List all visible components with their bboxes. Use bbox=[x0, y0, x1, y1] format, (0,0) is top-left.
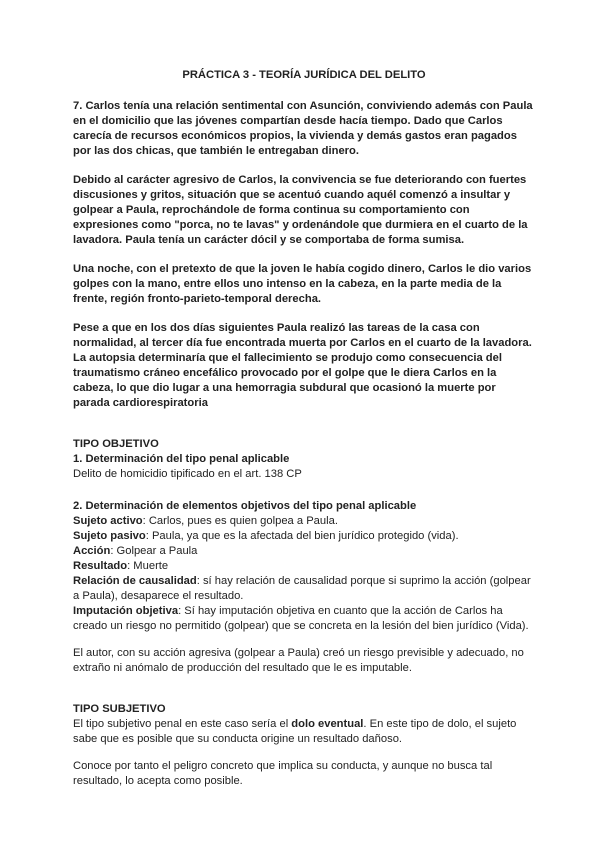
dolo-eventual-term: dolo eventual bbox=[291, 718, 364, 730]
element-text: : Sí hay imputación objetiva en cuanto que la acción de Carlos ha creado un riesgo no permitido (golpear) que se concreta en la lesión del bien jurídico (Vida). bbox=[73, 605, 529, 632]
element-label: Resultado bbox=[73, 560, 128, 572]
element-label: Sujeto activo bbox=[73, 515, 143, 527]
subjetivo-text-a: El tipo subjetivo penal en este caso sería el bbox=[73, 718, 292, 730]
objetivo-conclusion: El autor, con su acción agresiva (golpear a Paula) creó un riesgo previsible y adecuado, no extraño ni anómalo de producción del resultado que le es imputable. bbox=[73, 647, 524, 674]
element-label: Imputación objetiva bbox=[73, 605, 179, 617]
element-label: Acción bbox=[73, 545, 111, 557]
tipo-objetivo-heading: TIPO OBJETIVO bbox=[73, 438, 159, 450]
case-paragraph-1: 7. Carlos tenía una relación sentimental con Asunción, conviviendo además con Paula en el domicilio que las jóvenes compartían desde hacía tiempo. Dado que Carlos carecía de recursos económicos propios, la vivienda y demás gastos eran pagados por las dos chicas, que también le entregaban dinero. bbox=[73, 100, 533, 157]
element-text: : Paula, ya que es la afectada del bien jurídico protegido (vida). bbox=[145, 530, 459, 542]
subjetivo-text-b: . En este tipo de dolo, el sujeto sabe que es posible que su conducta origine un resultado dañoso. bbox=[73, 718, 517, 745]
element-item bbox=[73, 559, 535, 574]
section-2-heading: 2. Determinación de elementos objetivos del tipo penal aplicable bbox=[73, 500, 417, 512]
tipo-subjetivo-heading: TIPO SUBJETIVO bbox=[73, 703, 166, 715]
element-label: Relación de causalidad bbox=[73, 575, 197, 587]
element-text: : sí hay relación de causalidad porque si suprimo la acción (golpear a Paula), desaparece el resultado. bbox=[73, 575, 531, 602]
document-page bbox=[73, 68, 535, 789]
element-item bbox=[73, 604, 535, 634]
element-item bbox=[73, 574, 535, 604]
element-text: : Muerte bbox=[127, 560, 169, 572]
element-item bbox=[73, 544, 535, 559]
element-item bbox=[73, 514, 535, 529]
case-paragraph-3: Una noche, con el pretexto de que la joven le había cogido dinero, Carlos le dio varios golpes con la mano, entre ellos uno intenso en la cabeza, en la parte media de la frente, región fronto-parieto-temporal derecha. bbox=[73, 263, 532, 305]
section-1-heading: 1. Determinación del tipo penal aplicable bbox=[73, 453, 290, 465]
element-text: : Carlos, pues es quien golpea a Paula. bbox=[142, 515, 338, 527]
subjetivo-paragraph-2: Conoce por tanto el peligro concreto que implica su conducta, y aunque no busca tal resultado, lo acepta como posible. bbox=[73, 760, 493, 787]
case-paragraph-4: Pese a que en los dos días siguientes Paula realizó las tareas de la casa con normalidad, al tercer día fue encontrada muerta por Carlos en el cuarto de la lavadora. La autopsia determinaría que el fallecimiento se produjo como consecuencia del traumatismo cráneo encefálico provocado por el golpe que le diera Carlos en la cabeza, lo que dio lugar a una hemorragia subdural que ocasionó la muerte por parada cardiorespiratoria bbox=[73, 322, 532, 409]
element-label: Sujeto pasivo bbox=[73, 530, 146, 542]
element-text: : Golpear a Paula bbox=[110, 545, 198, 557]
element-item bbox=[73, 529, 535, 544]
subjetivo-paragraph-1 bbox=[73, 717, 535, 747]
document-title: PRÁCTICA 3 - TEORÍA JURÍDICA DEL DELITO bbox=[182, 69, 426, 81]
case-paragraph-2: Debido al carácter agresivo de Carlos, la convivencia se fue deteriorando con fuertes discusiones y gritos, situación que se acentuó cuando aquél comenzó a insultar y golpear a Paula, reprochándole de forma continua su comportamiento con expresiones como "porca, no te lavas" y ordenándole que durmiera en el cuarto de la lavadora. Paula tenía un carácter dócil y se comportaba de forma sumisa. bbox=[73, 174, 528, 246]
section-1-text: Delito de homicidio tipificado en el art. 138 CP bbox=[73, 468, 302, 480]
